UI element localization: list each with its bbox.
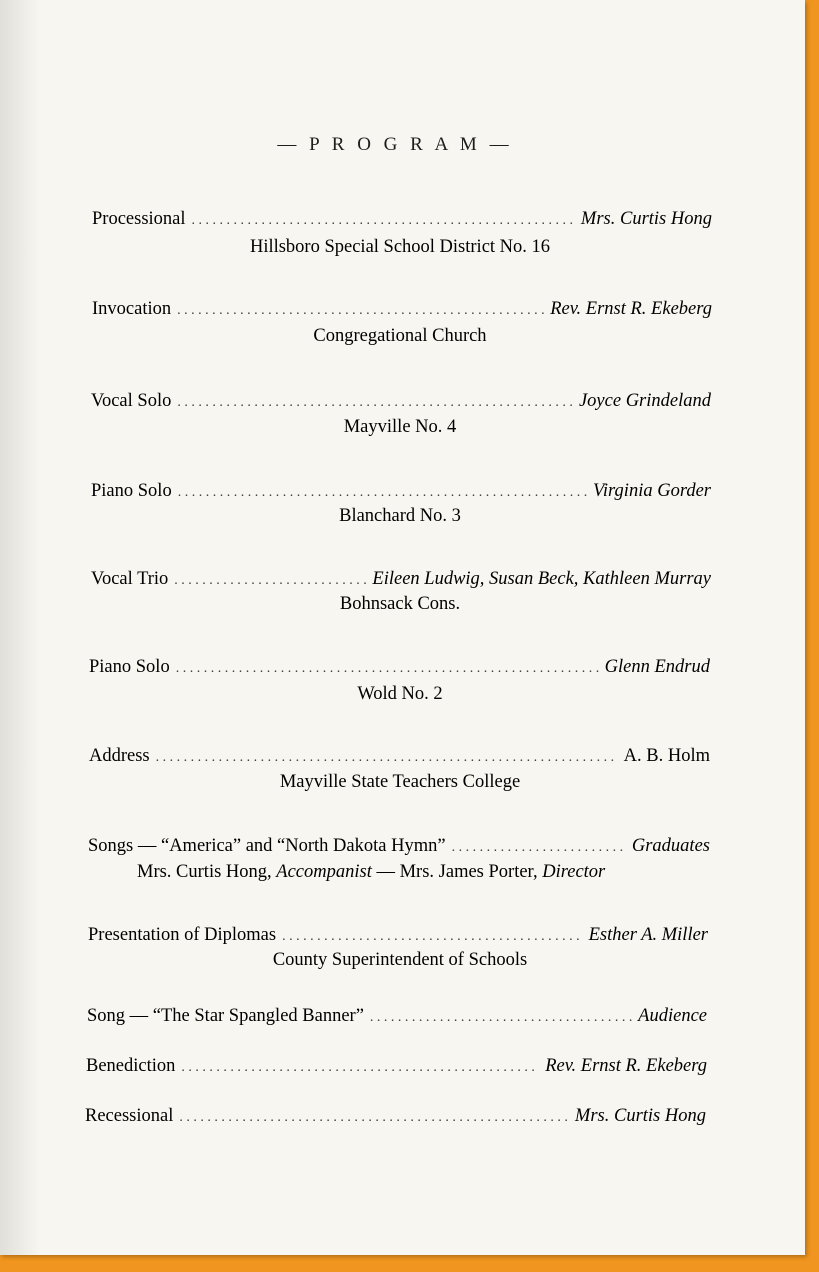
entry-performer: Graduates bbox=[631, 836, 710, 856]
dot-leader bbox=[177, 395, 573, 411]
program-entry-songs bbox=[88, 836, 710, 857]
program-entry-piano-solo-2 bbox=[89, 657, 710, 678]
entry-affiliation: Wold No. 2 bbox=[357, 684, 443, 704]
entry-affiliation: Mayville No. 4 bbox=[343, 417, 457, 437]
entry-affiliation: County Superintendent of Schools bbox=[272, 950, 528, 970]
director-role: Director bbox=[542, 862, 606, 882]
dot-leader bbox=[176, 661, 599, 677]
program-entry-vocal-solo bbox=[91, 391, 711, 412]
entry-performer: Audience bbox=[638, 1006, 707, 1026]
accompanist-role: Accompanist bbox=[276, 862, 372, 882]
entry-label: Recessional bbox=[85, 1106, 174, 1126]
dot-leader bbox=[370, 1010, 632, 1026]
entry-label: Benediction bbox=[86, 1056, 176, 1076]
entry-affiliation: Mayville State Teachers College bbox=[279, 772, 521, 792]
entry-label: Invocation bbox=[92, 299, 172, 319]
dot-leader bbox=[174, 573, 366, 589]
entry-performer: Esther A. Miller bbox=[588, 925, 708, 945]
entry-label: Piano Solo bbox=[91, 481, 172, 501]
program-entry-recessional bbox=[85, 1106, 706, 1127]
program-entry-processional bbox=[92, 209, 712, 230]
songs-credits bbox=[137, 862, 707, 883]
entry-performer: Virginia Gorder bbox=[592, 481, 711, 501]
program-entry-vocal-trio bbox=[91, 569, 711, 590]
director-name: Mrs. James Porter, bbox=[399, 862, 538, 882]
dot-leader bbox=[179, 1110, 569, 1126]
entry-affiliation: Bohnsack Cons. bbox=[339, 594, 461, 614]
program-entry-invocation bbox=[92, 299, 712, 320]
entry-label: Songs — “America” and “North Dakota Hymn” bbox=[88, 836, 446, 856]
entry-performer: Glenn Endrud bbox=[604, 657, 710, 677]
dot-leader bbox=[452, 840, 626, 856]
entry-performer: Joyce Grindeland bbox=[578, 391, 711, 411]
entry-label: Piano Solo bbox=[89, 657, 170, 677]
accompanist-name: Mrs. Curtis Hong, bbox=[137, 862, 272, 882]
credits-separator: — bbox=[376, 862, 395, 882]
entry-performer: Mrs. Curtis Hong bbox=[574, 1106, 706, 1126]
entry-performer: A. B. Holm bbox=[623, 746, 710, 766]
program-entry-diplomas bbox=[88, 925, 708, 946]
entry-affiliation: Hillsboro Special School District No. 16 bbox=[249, 237, 551, 257]
entry-label: Vocal Trio bbox=[91, 569, 169, 589]
entry-label: Presentation of Diplomas bbox=[88, 925, 277, 945]
entry-performer: Mrs. Curtis Hong bbox=[580, 209, 712, 229]
program-entry-anthem bbox=[87, 1006, 707, 1027]
entry-label: Song — “The Star Spangled Banner” bbox=[87, 1006, 364, 1026]
entry-affiliation: Congregational Church bbox=[313, 326, 487, 346]
program-title: — P R O G R A M — bbox=[277, 134, 513, 155]
program-entry-piano-solo-1 bbox=[91, 481, 711, 502]
dot-leader bbox=[181, 1060, 539, 1076]
entry-performer: Rev. Ernst R. Ekeberg bbox=[545, 1056, 707, 1076]
program-entry-benediction bbox=[86, 1056, 707, 1077]
entry-label: Address bbox=[89, 746, 150, 766]
entry-performer: Eileen Ludwig, Susan Beck, Kathleen Murray bbox=[372, 569, 711, 589]
program-entry-address bbox=[89, 746, 710, 767]
entry-label: Processional bbox=[92, 209, 186, 229]
entry-performer: Rev. Ernst R. Ekeberg bbox=[550, 299, 712, 319]
dot-leader bbox=[192, 213, 575, 229]
dot-leader bbox=[177, 303, 544, 319]
entry-affiliation: Blanchard No. 3 bbox=[339, 506, 461, 526]
dot-leader bbox=[156, 750, 618, 766]
entry-label: Vocal Solo bbox=[91, 391, 172, 411]
dot-leader bbox=[178, 485, 587, 501]
dot-leader bbox=[282, 929, 583, 945]
